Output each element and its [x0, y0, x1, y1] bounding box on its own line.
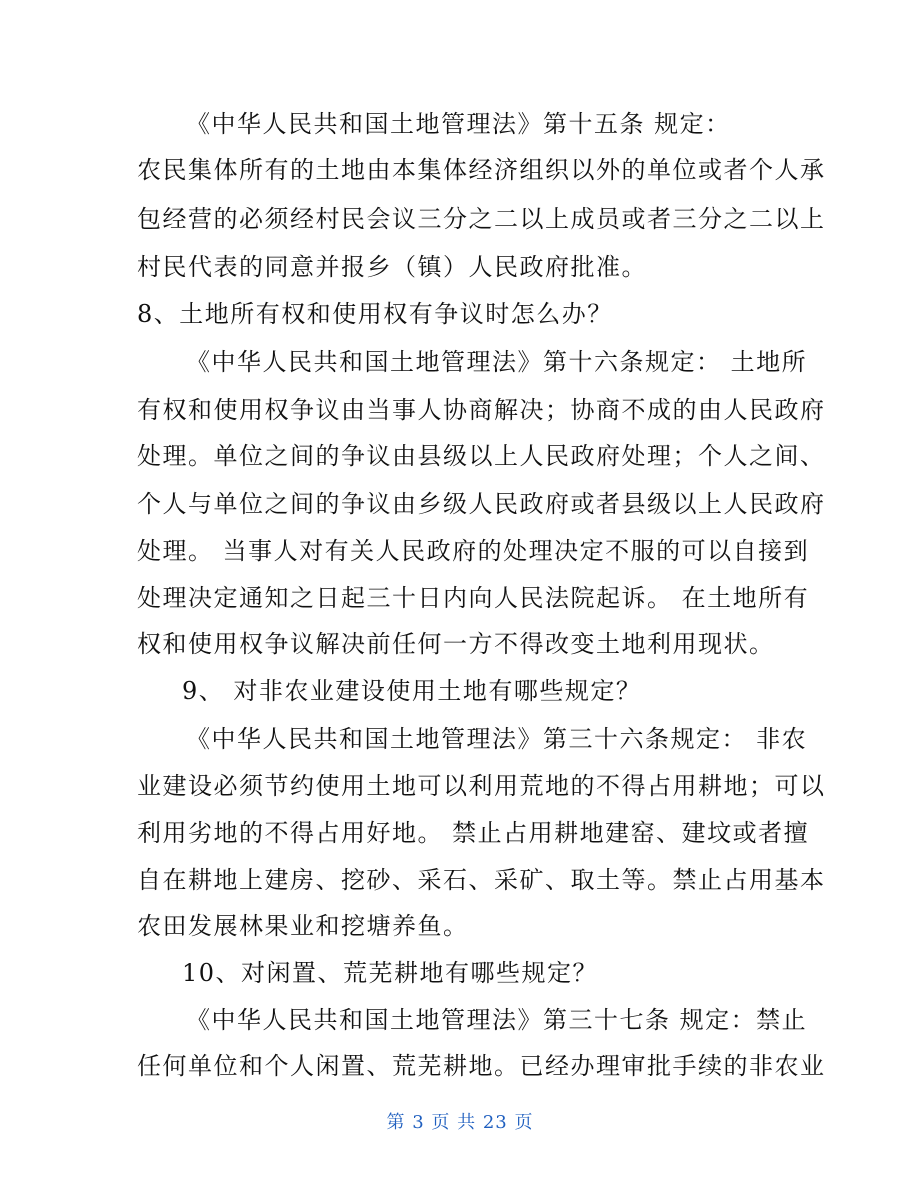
question-10-heading: 10、对闲置、荒芜耕地有哪些规定？ [182, 959, 599, 987]
question-9-heading: 9、 对非农业建设使用土地有哪些规定？ [182, 677, 642, 705]
text-line-3: 包经营的必须经村民会议三分之二以上成员或者三分之二以上 [137, 205, 826, 233]
text-line-21: 任何单位和个人闲置、荒芜耕地。已经办理审批手续的非农业 [137, 1052, 826, 1080]
text-line-1: 《中华人民共和国土地管理法》第十五条 规定： [186, 110, 731, 138]
text-line-16: 利用劣地的不得占用好地。 禁止占用耕地建窑、建坟或者擅 [137, 819, 810, 847]
text-line-20: 《中华人民共和国土地管理法》第三十七条 规定：禁止 [186, 1006, 808, 1034]
text-line-8: 处理。单位之间的争议由县级以上人民政府处理；个人之间、 [137, 442, 826, 470]
text-line-18: 农田发展林果业和挖塘养鱼。 [137, 912, 469, 940]
text-line-4: 村民代表的同意并报乡（镇）人民政府批准。 [137, 253, 647, 281]
text-line-10: 处理。 当事人对有关人民政府的处理决定不服的可以自接到 [137, 537, 810, 565]
text-line-15: 业建设必须节约使用土地可以利用荒地的不得占用耕地；可以 [137, 772, 826, 800]
text-line-7: 有权和使用权争议由当事人协商解决；协商不成的由人民政府 [137, 396, 826, 424]
text-line-6: 《中华人民共和国土地管理法》第十六条规定： 土地所 [186, 348, 808, 376]
text-line-2: 农民集体所有的土地由本集体经济组织以外的单位或者个人承 [137, 156, 826, 184]
text-line-14: 《中华人民共和国土地管理法》第三十六条规定： 非农 [186, 725, 808, 753]
text-line-17: 自在耕地上建房、挖砂、采石、采矿、取土等。禁止占用基本 [137, 866, 826, 894]
page-number-footer: 第 3 页 共 23 页 [386, 1112, 534, 1133]
text-line-12: 权和使用权争议解决前任何一方不得改变土地利用现状。 [137, 630, 775, 658]
question-8-heading: 8、土地所有权和使用权有争议时怎么办？ [137, 300, 613, 328]
text-line-11: 处理决定通知之日起三十日内向人民法院起诉。 在土地所有 [137, 584, 810, 612]
text-line-9: 个人与单位之间的争议由乡级人民政府或者县级以上人民政府 [137, 490, 826, 518]
